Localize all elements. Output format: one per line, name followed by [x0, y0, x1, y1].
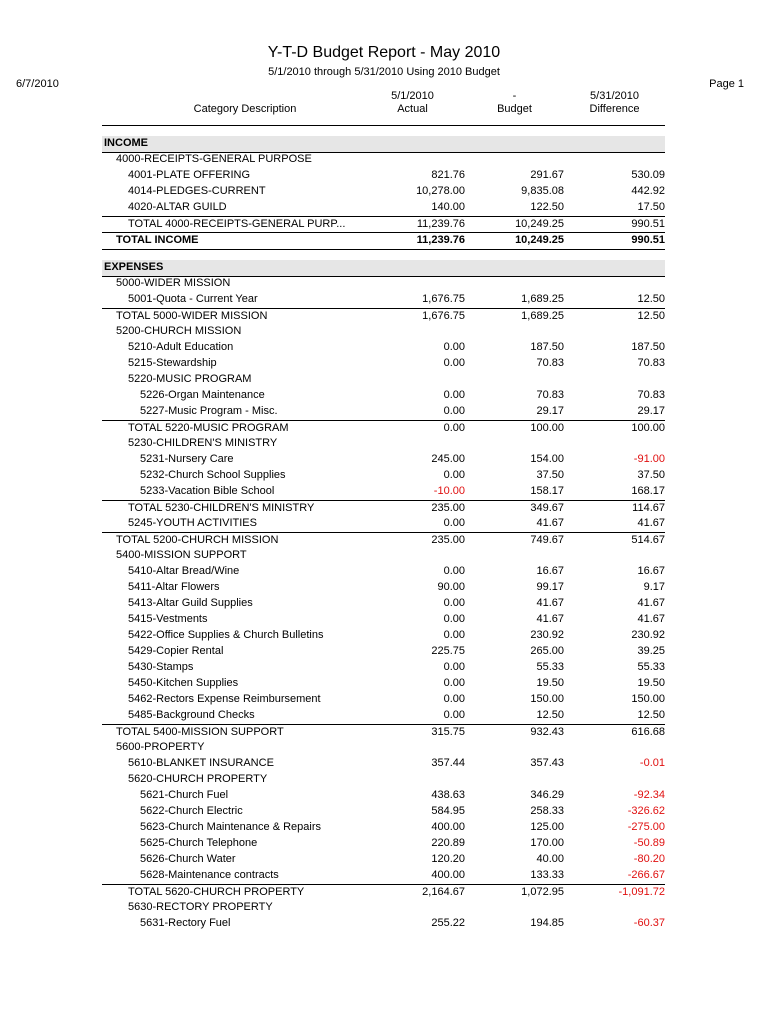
budget-value: 100.00 [530, 422, 564, 434]
difference-value: 37.50 [637, 469, 665, 481]
budget-value: 150.00 [530, 693, 564, 705]
group-header-row [102, 372, 665, 388]
row-label: 5410-Altar Bread/Wine [128, 565, 240, 577]
budget-value: 346.29 [530, 789, 564, 801]
budget-value: 170.00 [530, 837, 564, 849]
budget-value: 70.83 [536, 357, 564, 369]
table-row [102, 612, 665, 628]
row-label: TOTAL INCOME [116, 234, 199, 246]
row-label: 5415-Vestments [128, 613, 208, 625]
difference-value: 990.51 [631, 218, 665, 230]
budget-value: 1,689.25 [521, 293, 564, 305]
row-label: 5200-CHURCH MISSION [116, 325, 242, 337]
difference-value: -326.62 [627, 805, 665, 817]
budget-value: 187.50 [530, 341, 564, 353]
difference-value: 17.50 [637, 201, 665, 213]
actual-value: 2,164.67 [422, 886, 465, 898]
difference-value: -275.00 [627, 821, 665, 833]
row-label: TOTAL 5200-CHURCH MISSION [116, 534, 279, 546]
budget-value: 749.67 [530, 534, 564, 546]
total-row [102, 500, 665, 517]
table-row [102, 596, 665, 612]
difference-value: 9.17 [643, 581, 665, 593]
column-header-budget: Budget [497, 103, 532, 115]
row-label: 5231-Nursery Care [140, 453, 234, 465]
difference-value: 12.50 [637, 709, 665, 721]
budget-value: 265.00 [530, 645, 564, 657]
table-row [102, 292, 665, 308]
budget-value: 70.83 [536, 389, 564, 401]
row-label: 5400-MISSION SUPPORT [116, 549, 247, 561]
budget-value: 10,249.25 [515, 234, 564, 246]
budget-value: 10,249.25 [515, 218, 564, 230]
actual-value: 1,676.75 [422, 310, 465, 322]
difference-value: 990.51 [631, 234, 665, 246]
row-label: 5430-Stamps [128, 661, 194, 673]
budget-value: 19.50 [536, 677, 564, 689]
table-row [102, 200, 665, 216]
table-row [102, 804, 665, 820]
budget-value: 41.67 [536, 613, 564, 625]
budget-value: 41.67 [536, 517, 564, 529]
budget-value: 37.50 [536, 469, 564, 481]
actual-value: 140.00 [431, 201, 465, 213]
row-label: 5001-Quota - Current Year [128, 293, 258, 305]
spacer-row [102, 248, 665, 260]
actual-value: 220.89 [431, 837, 465, 849]
actual-value: 235.00 [431, 502, 465, 514]
actual-value: 0.00 [443, 565, 465, 577]
difference-value: 70.83 [637, 389, 665, 401]
row-label: 5230-CHILDREN'S MINISTRY [128, 437, 278, 449]
table-row [102, 676, 665, 692]
budget-value: 41.67 [536, 597, 564, 609]
row-label: 5631-Rectory Fuel [140, 917, 231, 929]
column-header-actual-date: 5/1/2010 [391, 90, 434, 102]
budget-value: 40.00 [536, 853, 564, 865]
difference-value: -50.89 [633, 837, 665, 849]
row-label: 4014-PLEDGES-CURRENT [128, 185, 266, 197]
budget-value: 158.17 [530, 485, 564, 497]
difference-value: 100.00 [631, 422, 665, 434]
difference-value: -60.37 [633, 917, 665, 929]
difference-value: 70.83 [637, 357, 665, 369]
budget-value: 357.43 [530, 757, 564, 769]
actual-value: 0.00 [443, 469, 465, 481]
section-header [102, 260, 665, 277]
table-row [102, 692, 665, 708]
actual-value: 0.00 [443, 357, 465, 369]
budget-value: 932.43 [530, 726, 564, 738]
row-label: 5215-Stewardship [128, 357, 217, 369]
actual-value: 11,239.76 [416, 218, 465, 230]
difference-value: 168.17 [631, 485, 665, 497]
row-label: 5422-Office Supplies & Church Bulletins [128, 629, 324, 641]
budget-value: 258.33 [530, 805, 564, 817]
row-label: 5000-WIDER MISSION [116, 277, 231, 289]
actual-value: 235.00 [431, 534, 465, 546]
report-date: 6/7/2010 [16, 78, 59, 90]
difference-value: 29.17 [637, 405, 665, 417]
difference-value: 16.67 [637, 565, 665, 577]
actual-value: 255.22 [431, 917, 465, 929]
actual-value: 821.76 [431, 169, 465, 181]
row-label: 4001-PLATE OFFERING [128, 169, 251, 181]
row-label: 5630-RECTORY PROPERTY [128, 901, 273, 913]
actual-value: 0.00 [443, 677, 465, 689]
table-row [102, 516, 665, 532]
actual-value: -10.00 [433, 485, 465, 497]
difference-value: -80.20 [633, 853, 665, 865]
table-row [102, 644, 665, 660]
difference-value: 39.25 [637, 645, 665, 657]
budget-value: 133.33 [530, 869, 564, 881]
table-row [102, 916, 665, 932]
row-label: 4000-RECEIPTS-GENERAL PURPOSE [116, 153, 312, 165]
total-row [102, 216, 665, 233]
difference-value: -266.67 [627, 869, 665, 881]
difference-value: 616.68 [631, 726, 665, 738]
row-label: 5628-Maintenance contracts [140, 869, 279, 881]
difference-value: -0.01 [639, 757, 665, 769]
budget-value: 55.33 [536, 661, 564, 673]
table-row [102, 836, 665, 852]
total-row [102, 308, 665, 325]
total-row [102, 884, 665, 901]
group-header-row [102, 740, 665, 756]
difference-value: 530.09 [631, 169, 665, 181]
table-row [102, 756, 665, 772]
budget-value: 122.50 [530, 201, 564, 213]
actual-value: 90.00 [437, 581, 465, 593]
group-header-row [102, 900, 665, 916]
difference-value: 19.50 [637, 677, 665, 689]
group-header-row [102, 152, 665, 168]
row-label: 5625-Church Telephone [140, 837, 258, 849]
row-label: 5626-Church Water [140, 853, 236, 865]
difference-value: -1,091.72 [618, 886, 665, 898]
actual-value: 11,239.76 [416, 234, 465, 246]
row-label: 5620-CHURCH PROPERTY [128, 773, 268, 785]
difference-value: 55.33 [637, 661, 665, 673]
group-header-row [102, 324, 665, 340]
budget-value: 16.67 [536, 565, 564, 577]
row-label: TOTAL 5620-CHURCH PROPERTY [128, 886, 305, 898]
row-label: TOTAL 5230-CHILDREN'S MINISTRY [128, 502, 315, 514]
actual-value: 584.95 [431, 805, 465, 817]
row-label: 5245-YOUTH ACTIVITIES [128, 517, 257, 529]
table-row [102, 340, 665, 356]
actual-value: 357.44 [431, 757, 465, 769]
row-label: 5623-Church Maintenance & Repairs [140, 821, 321, 833]
row-label: 5210-Adult Education [128, 341, 234, 353]
column-header-category: Category Description [193, 103, 297, 115]
difference-value: 12.50 [637, 310, 665, 322]
row-label: 5621-Church Fuel [140, 789, 229, 801]
group-header-row [102, 772, 665, 788]
actual-value: 10,278.00 [416, 185, 465, 197]
difference-value: 41.67 [637, 517, 665, 529]
table-row [102, 468, 665, 484]
row-label: 5226-Organ Maintenance [140, 389, 265, 401]
budget-value: 12.50 [536, 709, 564, 721]
row-label: TOTAL 4000-RECEIPTS-GENERAL PURP... [128, 218, 346, 230]
group-header-row [102, 436, 665, 452]
row-label: TOTAL 5400-MISSION SUPPORT [116, 726, 284, 738]
actual-value: 0.00 [443, 597, 465, 609]
table-row [102, 168, 665, 184]
budget-value: 99.17 [536, 581, 564, 593]
total-row [102, 724, 665, 741]
header-divider [102, 125, 665, 126]
difference-value: 230.92 [631, 629, 665, 641]
difference-value: 514.67 [631, 534, 665, 546]
table-row [102, 820, 665, 836]
actual-value: 245.00 [431, 453, 465, 465]
table-row [102, 388, 665, 404]
difference-value: -91.00 [633, 453, 665, 465]
difference-value: 12.50 [637, 293, 665, 305]
row-label: 5233-Vacation Bible School [140, 485, 275, 497]
actual-value: 1,676.75 [422, 293, 465, 305]
difference-value: 442.92 [631, 185, 665, 197]
difference-value: -92.34 [633, 789, 665, 801]
difference-value: 41.67 [637, 613, 665, 625]
column-header-actual: Actual [397, 103, 428, 115]
budget-value: 230.92 [530, 629, 564, 641]
budget-value: 9,835.08 [521, 185, 564, 197]
budget-value: 1,689.25 [521, 310, 564, 322]
row-label: 5227-Music Program - Misc. [140, 405, 278, 417]
actual-value: 0.00 [443, 341, 465, 353]
actual-value: 0.00 [443, 405, 465, 417]
actual-value: 0.00 [443, 709, 465, 721]
actual-value: 0.00 [443, 629, 465, 641]
actual-value: 438.63 [431, 789, 465, 801]
actual-value: 0.00 [443, 517, 465, 529]
actual-value: 225.75 [431, 645, 465, 657]
actual-value: 0.00 [443, 693, 465, 705]
group-header-row [102, 276, 665, 292]
report-title: Y-T-D Budget Report - May 2010 [267, 44, 501, 61]
row-label: EXPENSES [104, 261, 164, 273]
row-label: 5485-Background Checks [128, 709, 255, 721]
actual-value: 0.00 [443, 613, 465, 625]
row-label: 5450-Kitchen Supplies [128, 677, 239, 689]
budget-value: 1,072.95 [521, 886, 564, 898]
row-label: 5429-Copier Rental [128, 645, 224, 657]
table-row [102, 852, 665, 868]
group-header-row [102, 548, 665, 564]
row-label: 4020-ALTAR GUILD [128, 201, 227, 213]
column-header-diff-date: 5/31/2010 [590, 90, 639, 102]
budget-value: 349.67 [530, 502, 564, 514]
column-header-budget-dash: - [512, 90, 517, 102]
actual-value: 0.00 [443, 389, 465, 401]
budget-value: 125.00 [530, 821, 564, 833]
actual-value: 315.75 [431, 726, 465, 738]
actual-value: 0.00 [443, 661, 465, 673]
budget-value: 291.67 [530, 169, 564, 181]
table-row [102, 452, 665, 468]
actual-value: 0.00 [443, 422, 465, 434]
row-label: 5600-PROPERTY [116, 741, 205, 753]
row-label: TOTAL 5220-MUSIC PROGRAM [128, 422, 289, 434]
row-label: INCOME [104, 137, 148, 149]
table-row [102, 184, 665, 200]
difference-value: 187.50 [631, 341, 665, 353]
difference-value: 41.67 [637, 597, 665, 609]
table-row [102, 564, 665, 580]
section-header [102, 136, 665, 153]
table-row [102, 868, 665, 884]
row-label: TOTAL 5000-WIDER MISSION [116, 310, 268, 322]
table-row [102, 788, 665, 804]
table-row [102, 356, 665, 372]
row-label: 5413-Altar Guild Supplies [128, 597, 253, 609]
budget-value: 154.00 [530, 453, 564, 465]
row-label: 5411-Altar Flowers [128, 581, 220, 593]
actual-value: 400.00 [431, 821, 465, 833]
report-subtitle: 5/1/2010 through 5/31/2010 Using 2010 Budget [268, 66, 500, 78]
actual-value: 400.00 [431, 869, 465, 881]
row-label: 5610-BLANKET INSURANCE [128, 757, 274, 769]
page-number: Page 1 [709, 78, 744, 90]
row-label: 5622-Church Electric [140, 805, 243, 817]
budget-value: 194.85 [530, 917, 564, 929]
total-row [102, 420, 665, 437]
table-row [102, 484, 665, 500]
total-row [102, 532, 665, 549]
difference-value: 114.67 [632, 502, 665, 514]
table-row [102, 660, 665, 676]
row-label: 5462-Rectors Expense Reimbursement [128, 693, 321, 705]
table-row [102, 580, 665, 596]
actual-value: 120.20 [431, 853, 465, 865]
budget-value: 29.17 [536, 405, 564, 417]
row-label: 5232-Church School Supplies [140, 469, 286, 481]
table-row [102, 628, 665, 644]
table-row [102, 404, 665, 420]
table-row [102, 708, 665, 724]
column-header-difference: Difference [589, 103, 640, 115]
difference-value: 150.00 [631, 693, 665, 705]
row-label: 5220-MUSIC PROGRAM [128, 373, 252, 385]
